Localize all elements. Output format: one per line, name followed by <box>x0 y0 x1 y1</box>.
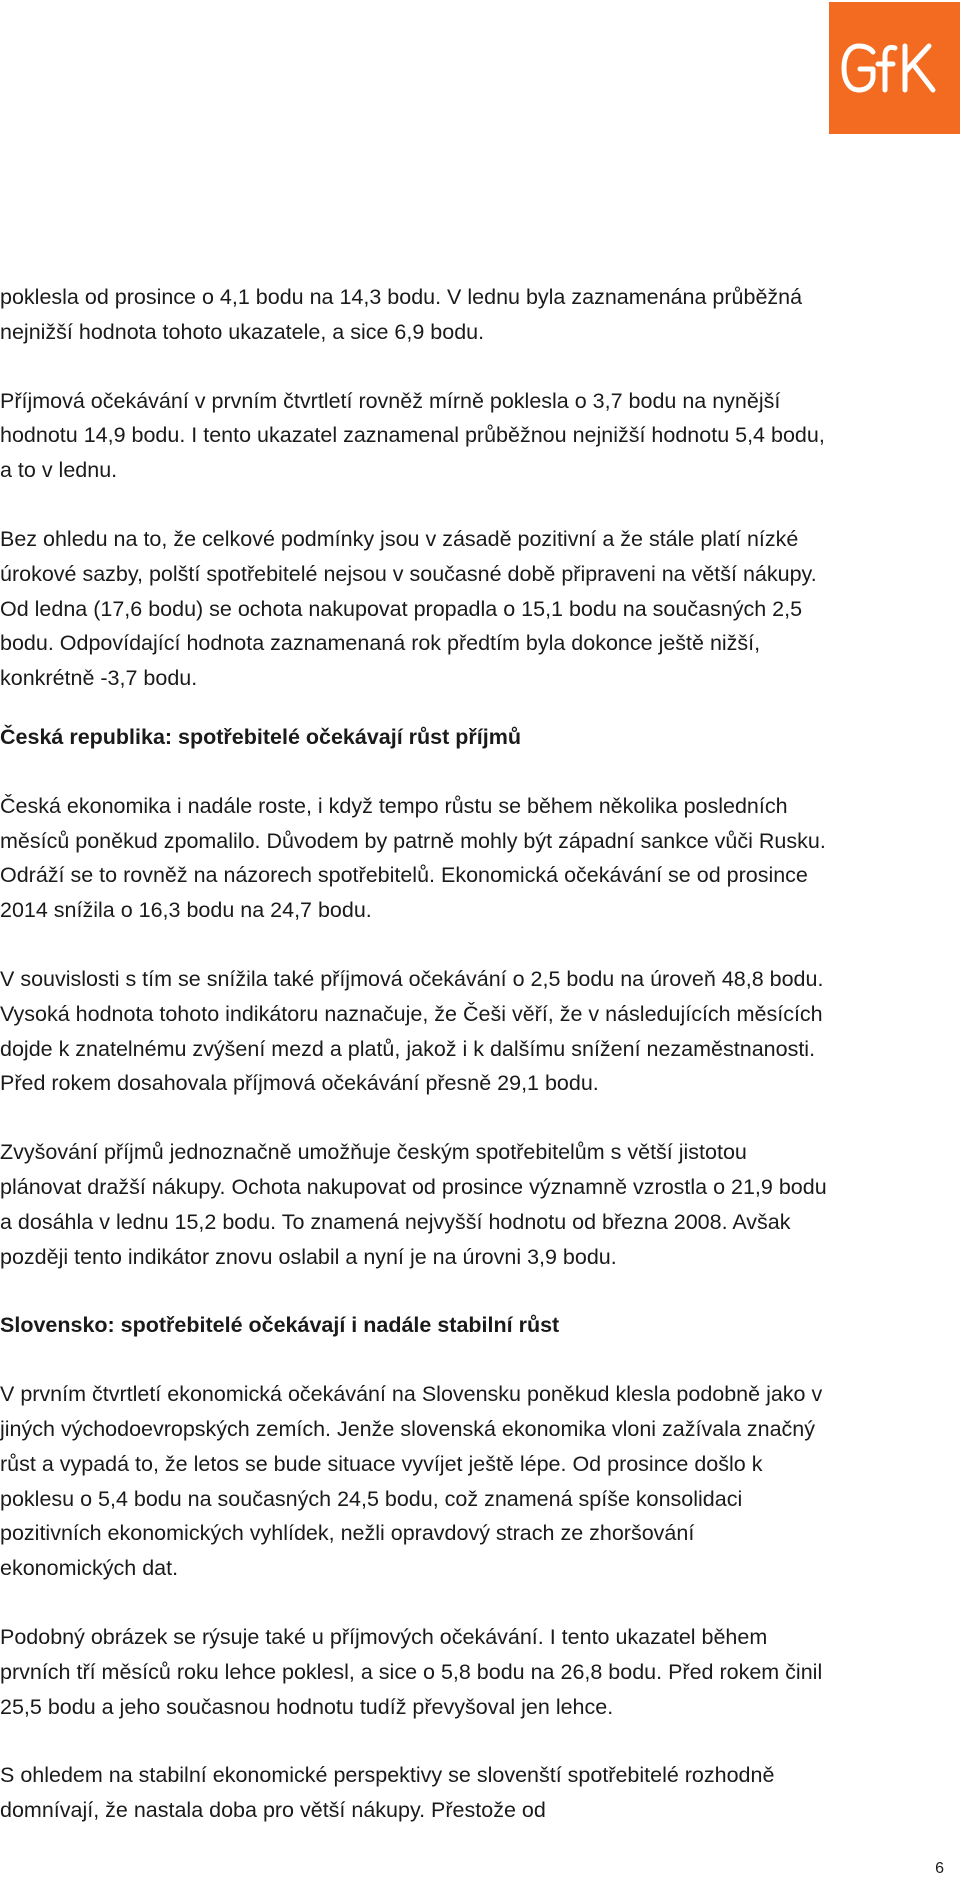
paragraph-czech-income: V souvislosti s tím se snížila také příjmová očekávání o 2,5 bodu na úroveň 48,8 bodu. Vysoká hodnota tohoto indikátoru naznačuje, že Češi věří, že v následujících měsících dojde k znatelnému zvýšení mezd a platů, jakož i k dalšímu snížení nezaměstnanosti. Před rokem dosahovala příjmová očekávání přesně 29,1 bodu. <box>0 966 824 1096</box>
heading-czech-republic: Česká republika: spotřebitelé očekávají růst příjmů <box>0 724 521 749</box>
document-body <box>0 280 830 1828</box>
heading-slovakia: Slovensko: spotřebitelé očekávají i nadále stabilní růst <box>0 1313 560 1338</box>
paragraph-poland-purchase: Bez ohledu na to, že celkové podmínky jsou v zásadě pozitivní a že stále platí nízké úrokové sazby, polští spotřebitelé nejsou v současné době připraveni na větší nákupy. Od ledna (17,6 bodu) se ochota nakupovat propadla o 15,1 bodu na současných 2,5 bodu. Odpovídající hodnota zaznamenaná rok předtím byla dokonce ještě nižší, konkrétně -3,7 bodu. <box>0 526 817 691</box>
paragraph-poland-income: Příjmová očekávání v prvním čtvrtletí rovněž mírně poklesla o 3,7 bodu na nynější hodnotu 14,9 bodu. I tento ukazatel zaznamenal průběžnou nejnižší hodnotu 5,4 bodu, a to v lednu. <box>0 388 825 483</box>
page-number: 6 <box>935 1860 944 1877</box>
paragraph-poland-economic: poklesla od prosince o 4,1 bodu na 14,3 bodu. V lednu byla zaznamenána průběžná nejnižší hodnota tohoto ukazatele, a sice 6,9 bodu. <box>0 285 803 344</box>
paragraph-slovakia-economic: V prvním čtvrtletí ekonomická očekávání na Slovensku poněkud klesla podobně jako v jiných východoevropských zemích. Jenže slovenská ekonomika vloni zažívala značný růst a vypadá to, že letos se bude situace vyvíjet ještě lépe. Od prosince došlo k poklesu o 5,4 bodu na současných 24,5 bodu, což znamená spíše konsolidaci pozitivních ekonomických vyhlídek, nežli opravdový strach ze zhoršování ekonomických dat. <box>0 1382 823 1581</box>
paragraph-czech-economic: Česká ekonomika i nadále roste, i když tempo růstu se během několika posledních měsíců poněkud zpomalilo. Důvodem by patrně mohly být západní sankce vůči Rusku. Odráží se to rovněž na názorech spotřebitelů. Ekonomická očekávání se od prosince 2014 snížila o 16,3 bodu na 24,7 bodu. <box>0 793 826 923</box>
gfk-logo-mark <box>839 38 951 98</box>
paragraph-slovakia-purchase: S ohledem na stabilní ekonomické perspektivy se slovenští spotřebitelé rozhodně domnívají, že nastala doba pro větší nákupy. Přestože od <box>0 1763 775 1823</box>
gfk-logo <box>829 2 960 134</box>
paragraph-slovakia-income: Podobný obrázek se rýsuje také u příjmových očekávání. I tento ukazatel během prvních tří měsíců roku lehce poklesl, a sice o 5,8 bodu na 26,8 bodu. Před rokem činil 25,5 bodu a jeho současnou hodnotu tudíž převyšoval jen lehce. <box>0 1624 823 1719</box>
paragraph-czech-purchase: Zvyšování příjmů jednoznačně umožňuje českým spotřebitelům s větší jistotou plánovat dražší nákupy. Ochota nakupovat od prosince významně vzrostla o 21,9 bodu a dosáhla v lednu 15,2 bodu. To znamená nejvyšší hodnotu od března 2008. Avšak později tento indikátor znovu oslabil a nyní je na úrovni 3,9 bodu. <box>0 1140 827 1269</box>
